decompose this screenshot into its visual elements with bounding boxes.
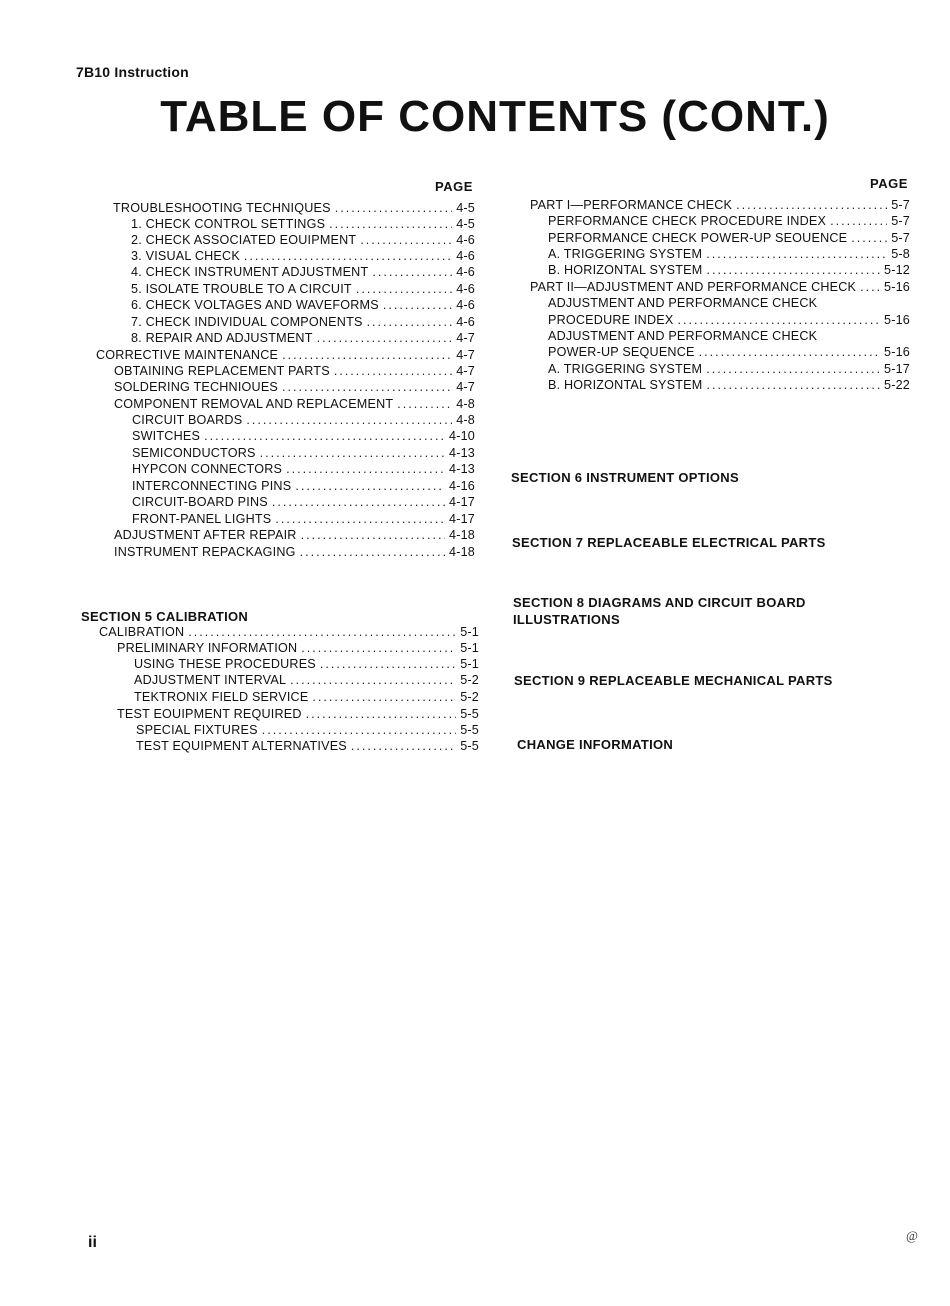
toc-entry	[132, 446, 475, 461]
toc-entry-label: B. HORIZONTAL SYSTEM	[548, 263, 703, 277]
dot-leader	[290, 673, 456, 688]
toc-entry	[548, 313, 910, 328]
toc-entry	[131, 282, 475, 297]
toc-entry-label: SOLDERING TECHNIOUES	[114, 380, 279, 394]
toc-entry-label: 1. CHECK CONTROL SETTINGS	[131, 217, 326, 231]
section-8-title: SECTION 8 DIAGRAMS AND CIRCUIT BOARD ILLUSTRATIONS	[513, 595, 806, 627]
toc-entry-label: INSTRUMENT REPACKAGING	[114, 545, 296, 559]
toc-entry	[114, 528, 475, 543]
toc-entry	[117, 641, 479, 656]
page-title: TABLE OF CONTENTS (CONT.)	[160, 92, 830, 141]
toc-entry-label: CIRCUIT-BOARD PINS	[132, 495, 268, 509]
toc-entry	[530, 198, 910, 213]
toc-entry-page: 5-7	[891, 214, 910, 228]
toc-entry-page: 4-7	[456, 348, 475, 362]
toc-entry-label: COMPONENT REMOVAL AND REPLACEMENT	[114, 397, 394, 411]
toc-entry	[136, 723, 479, 738]
toc-entry	[548, 345, 910, 360]
toc-entry-label: A. TRIGGERING SYSTEM	[548, 362, 703, 376]
toc-entry	[548, 362, 910, 377]
toc-entry	[132, 479, 475, 494]
toc-entry	[131, 298, 475, 313]
dot-leader	[699, 345, 880, 360]
section-9-title: SECTION 9 REPLACEABLE MECHANICAL PARTS	[514, 673, 833, 688]
dot-leader	[360, 233, 452, 248]
right-page-label: PAGE	[870, 176, 908, 191]
toc-entry-label: TEST EQUIPMENT ALTERNATIVES	[136, 739, 347, 753]
dot-leader	[286, 462, 445, 477]
section-7-title: SECTION 7 REPLACEABLE ELECTRICAL PARTS	[512, 535, 826, 550]
dot-leader	[282, 380, 452, 395]
toc-entry	[132, 462, 475, 477]
dot-leader	[397, 397, 452, 412]
toc-entry-page: 4-7	[456, 380, 475, 394]
dot-leader	[244, 249, 452, 264]
toc-entry-page: 4-6	[456, 298, 475, 312]
toc-entry	[548, 247, 910, 262]
toc-entry-label: INTERCONNECTING PINS	[132, 479, 292, 493]
toc-entry	[132, 495, 475, 510]
toc-entry-page: 4-7	[456, 364, 475, 378]
toc-entry-label: PART II—ADJUSTMENT AND PERFORMANCE CHECK	[530, 280, 857, 294]
toc-entry	[548, 231, 910, 246]
section-5-title: SECTION 5 CALIBRATION	[81, 609, 249, 624]
dot-leader	[851, 231, 887, 246]
toc-entry-label: TEKTRONIX FIELD SERVICE	[134, 690, 309, 704]
toc-entry-page: 5-5	[460, 739, 479, 753]
toc-entry	[134, 690, 479, 705]
toc-entry-page: 5-16	[883, 345, 910, 359]
dot-leader	[329, 217, 452, 232]
dot-leader	[706, 247, 887, 262]
toc-entry	[134, 657, 479, 672]
toc-entry-page: 5-5	[460, 707, 479, 721]
toc-entry-page: 4-18	[448, 528, 475, 542]
dot-leader	[860, 280, 880, 295]
toc-entry	[114, 380, 475, 395]
document-header: 7B10 Instruction	[76, 64, 189, 80]
toc-entry-label: TROUBLESHOOTING TECHNIQUES	[113, 201, 331, 215]
dot-leader	[300, 545, 445, 560]
section-6-title: SECTION 6 INSTRUMENT OPTIONS	[511, 470, 739, 485]
dot-leader	[282, 348, 452, 363]
toc-entry-page: 4-6	[456, 265, 475, 279]
toc-entry	[134, 673, 479, 688]
dot-leader	[272, 495, 445, 510]
toc-entry-page: 5-2	[460, 690, 479, 704]
toc-entry-label: 4. CHECK INSTRUMENT ADJUSTMENT	[131, 265, 369, 279]
toc-entry-label: 3. VISUAL CHECK	[131, 249, 240, 263]
toc-entry	[530, 280, 910, 295]
toc-entry-label: A. TRIGGERING SYSTEM	[548, 247, 703, 261]
toc-entry-page: 5-7	[891, 231, 910, 245]
toc-entry	[96, 348, 475, 363]
dot-leader	[677, 313, 880, 328]
dot-leader	[188, 625, 456, 640]
toc-entry-page: 4-6	[456, 282, 475, 296]
toc-entry	[548, 214, 910, 229]
toc-entry-page: 4-5	[456, 217, 475, 231]
toc-entry	[113, 201, 475, 216]
toc-entry-label: HYPCON CONNECTORS	[132, 462, 283, 476]
left-page-label: PAGE	[435, 179, 473, 194]
dot-leader	[275, 512, 445, 527]
toc-entry-label: FRONT-PANEL LIGHTS	[132, 512, 272, 526]
toc-entry	[132, 413, 475, 428]
dot-leader	[706, 263, 880, 278]
toc-entry-label: B. HORIZONTAL SYSTEM	[548, 378, 703, 392]
toc-entry-page: 4-6	[456, 233, 475, 247]
dot-leader	[351, 739, 456, 754]
toc-entry-page: 4-8	[456, 413, 475, 427]
toc-entry-page: 4-17	[448, 495, 475, 509]
toc-entry-page: 4-18	[448, 545, 475, 559]
toc-entry-page: 5-12	[883, 263, 910, 277]
toc-entry-label: CALIBRATION	[99, 625, 185, 639]
toc-entry	[131, 217, 475, 232]
toc-entry-page: 5-16	[883, 313, 910, 327]
toc-entry	[114, 545, 475, 560]
toc-entry	[131, 233, 475, 248]
toc-entry	[117, 707, 479, 722]
dot-leader	[301, 528, 445, 543]
toc-entry	[114, 364, 475, 379]
toc-entry-page: 4-8	[456, 397, 475, 411]
dot-leader	[295, 479, 445, 494]
dot-leader	[830, 214, 887, 229]
toc-entry-label: PERFORMANCE CHECK PROCEDURE INDEX	[548, 214, 827, 228]
toc-entry-label: 2. CHECK ASSOCIATED EOUIPMENT	[131, 233, 357, 247]
toc-entry	[132, 429, 475, 444]
toc-entry-page: 5-1	[460, 625, 479, 639]
dot-leader	[262, 723, 456, 738]
toc-entry	[131, 331, 475, 346]
toc-entry-page: 4-17	[448, 512, 475, 526]
toc-entry-page: 4-13	[448, 446, 475, 460]
toc-entry	[132, 512, 475, 527]
toc-entry	[114, 397, 475, 412]
dot-leader	[306, 707, 457, 722]
toc-entry-page: 4-16	[448, 479, 475, 493]
toc-entry-label: PART I—PERFORMANCE CHECK	[530, 198, 733, 212]
dot-leader	[736, 198, 887, 213]
toc-entry-label: TEST EOUIPMENT REQUIRED	[117, 707, 302, 721]
toc-entry-label: 6. CHECK VOLTAGES AND WAVEFORMS	[131, 298, 379, 312]
toc-entry-page: 5-22	[883, 378, 910, 392]
toc-entry-label: CORRECTIVE MAINTENANCE	[96, 348, 279, 362]
dot-leader	[260, 446, 445, 461]
toc-entry-page: 4-7	[456, 331, 475, 345]
toc-entry	[99, 625, 479, 640]
toc-entry-label: ADJUSTMENT AFTER REPAIR	[114, 528, 297, 542]
toc-entry-page: 4-6	[456, 315, 475, 329]
toc-entry-label: PRELIMINARY INFORMATION	[117, 641, 298, 655]
toc-entry-label: PROCEDURE INDEX	[548, 313, 674, 327]
toc-entry	[548, 378, 910, 393]
toc-entry-label: ADJUSTMENT AND PERFORMANCE CHECK	[548, 329, 818, 343]
toc-entry-page: 5-16	[883, 280, 910, 294]
toc-entry-page: 5-1	[460, 641, 479, 655]
dot-leader	[367, 315, 453, 330]
dot-leader	[204, 429, 445, 444]
dot-leader	[706, 362, 880, 377]
toc-entry-label: SPECIAL FIXTURES	[136, 723, 258, 737]
toc-entry	[131, 265, 475, 280]
toc-entry-label: ADJUSTMENT AND PERFORMANCE CHECK	[548, 296, 818, 310]
toc-entry	[131, 249, 475, 264]
dot-leader	[301, 641, 456, 656]
dot-leader	[706, 378, 880, 393]
dot-leader	[334, 364, 452, 379]
change-information-title: CHANGE INFORMATION	[517, 737, 674, 752]
toc-entry-page: 5-1	[460, 657, 479, 671]
dot-leader	[312, 690, 456, 705]
dot-leader	[317, 331, 453, 346]
dot-leader	[356, 282, 452, 297]
toc-entry-page: 4-10	[448, 429, 475, 443]
dot-leader	[383, 298, 452, 313]
toc-entry-page: 4-6	[456, 249, 475, 263]
toc-entry-label: ADJUSTMENT INTERVAL	[134, 673, 287, 687]
toc-entry-page: 5-8	[891, 247, 910, 261]
dot-leader	[372, 265, 452, 280]
toc-entry-label: OBTAINING REPLACEMENT PARTS	[114, 364, 330, 378]
toc-entry	[131, 315, 475, 330]
toc-entry-label: 7. CHECK INDIVIDUAL COMPONENTS	[131, 315, 363, 329]
toc-entry-label: CIRCUIT BOARDS	[132, 413, 243, 427]
toc-entry-page: 5-2	[460, 673, 479, 687]
toc-entry-page: 5-17	[883, 362, 910, 376]
toc-entry-label: USING THESE PROCEDURES	[134, 657, 316, 671]
toc-entry-label: POWER-UP SEQUENCE	[548, 345, 695, 359]
toc-entry-page: 5-7	[891, 198, 910, 212]
toc-entry-label: 5. ISOLATE TROUBLE TO A CIRCUIT	[131, 282, 352, 296]
toc-entry-label: PERFORMANCE CHECK POWER-UP SEOUENCE	[548, 231, 848, 245]
dot-leader	[335, 201, 452, 216]
publisher-mark: @	[906, 1228, 918, 1243]
toc-entry-page: 4-5	[456, 201, 475, 215]
toc-entry-label: SEMICONDUCTORS	[132, 446, 256, 460]
toc-entry-page: 5-5	[460, 723, 479, 737]
toc-entry-label: SWITCHES	[132, 429, 201, 443]
toc-entry-page: 4-13	[448, 462, 475, 476]
toc-entry	[548, 263, 910, 278]
dot-leader	[246, 413, 452, 428]
toc-entry	[136, 739, 479, 754]
dot-leader	[320, 657, 456, 672]
page-number: ii	[88, 1234, 97, 1251]
toc-entry-label: 8. REPAIR AND ADJUSTMENT	[131, 331, 313, 345]
